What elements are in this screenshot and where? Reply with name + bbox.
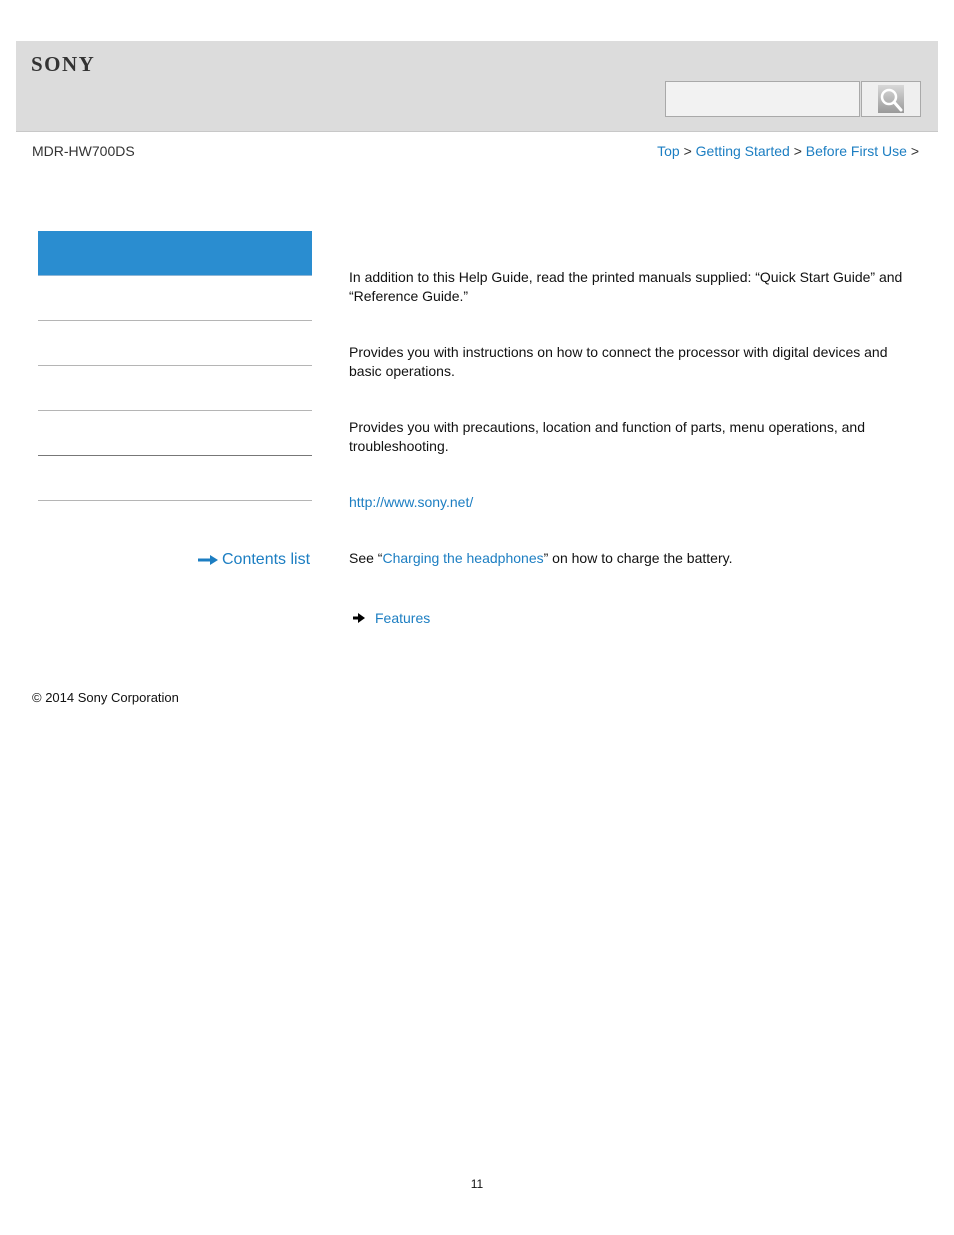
copyright: © 2014 Sony Corporation bbox=[32, 690, 179, 705]
intro-text: In addition to this Help Guide, read the printed manuals supplied: “Quick Start Guide” and “Reference Guide.” bbox=[349, 269, 903, 304]
search-button[interactable] bbox=[861, 81, 921, 117]
charging-suffix: ” on how to charge the battery. bbox=[543, 550, 733, 566]
quick-start-description: Provides you with instructions on how to connect the processor with digital devices and basic operations. bbox=[349, 344, 888, 379]
search-icon bbox=[878, 85, 904, 113]
sidebar-item[interactable] bbox=[38, 321, 312, 366]
sony-url-paragraph bbox=[349, 493, 909, 512]
breadcrumb-separator: > bbox=[793, 143, 802, 159]
breadcrumb-top[interactable]: Top bbox=[657, 143, 680, 159]
breadcrumb-before-first-use[interactable]: Before First Use bbox=[805, 143, 907, 159]
features-link[interactable]: Features bbox=[375, 610, 431, 626]
model-name: MDR-HW700DS bbox=[32, 143, 135, 159]
breadcrumb-separator: > bbox=[910, 143, 919, 159]
breadcrumb-getting-started[interactable]: Getting Started bbox=[695, 143, 790, 159]
arrow-right-icon bbox=[353, 613, 365, 623]
page-number: 11 bbox=[470, 1177, 484, 1191]
sidebar-nav bbox=[38, 231, 312, 501]
sidebar-item[interactable] bbox=[38, 456, 312, 501]
sidebar-item[interactable] bbox=[38, 366, 312, 411]
sidebar-item[interactable] bbox=[38, 411, 312, 456]
search-input[interactable] bbox=[665, 81, 860, 117]
site-header bbox=[16, 41, 938, 132]
sidebar-item-active[interactable] bbox=[38, 231, 312, 276]
breadcrumb bbox=[657, 143, 919, 159]
arrow-right-icon bbox=[198, 555, 218, 565]
charging-prefix: See “ bbox=[349, 550, 383, 566]
sony-logo: SONY bbox=[31, 52, 96, 76]
contents-list-link[interactable] bbox=[198, 551, 310, 569]
charging-paragraph bbox=[349, 549, 909, 568]
contents-list-label: Contents list bbox=[222, 551, 311, 568]
sony-url-link[interactable]: http://www.sony.net/ bbox=[349, 494, 474, 510]
related-topic bbox=[353, 610, 430, 626]
sidebar-item[interactable] bbox=[38, 276, 312, 321]
reference-description: Provides you with precautions, location and function of parts, menu operations, and troubleshooting. bbox=[349, 419, 865, 454]
breadcrumb-separator: > bbox=[683, 143, 692, 159]
charging-link[interactable]: Charging the headphones bbox=[382, 550, 544, 566]
